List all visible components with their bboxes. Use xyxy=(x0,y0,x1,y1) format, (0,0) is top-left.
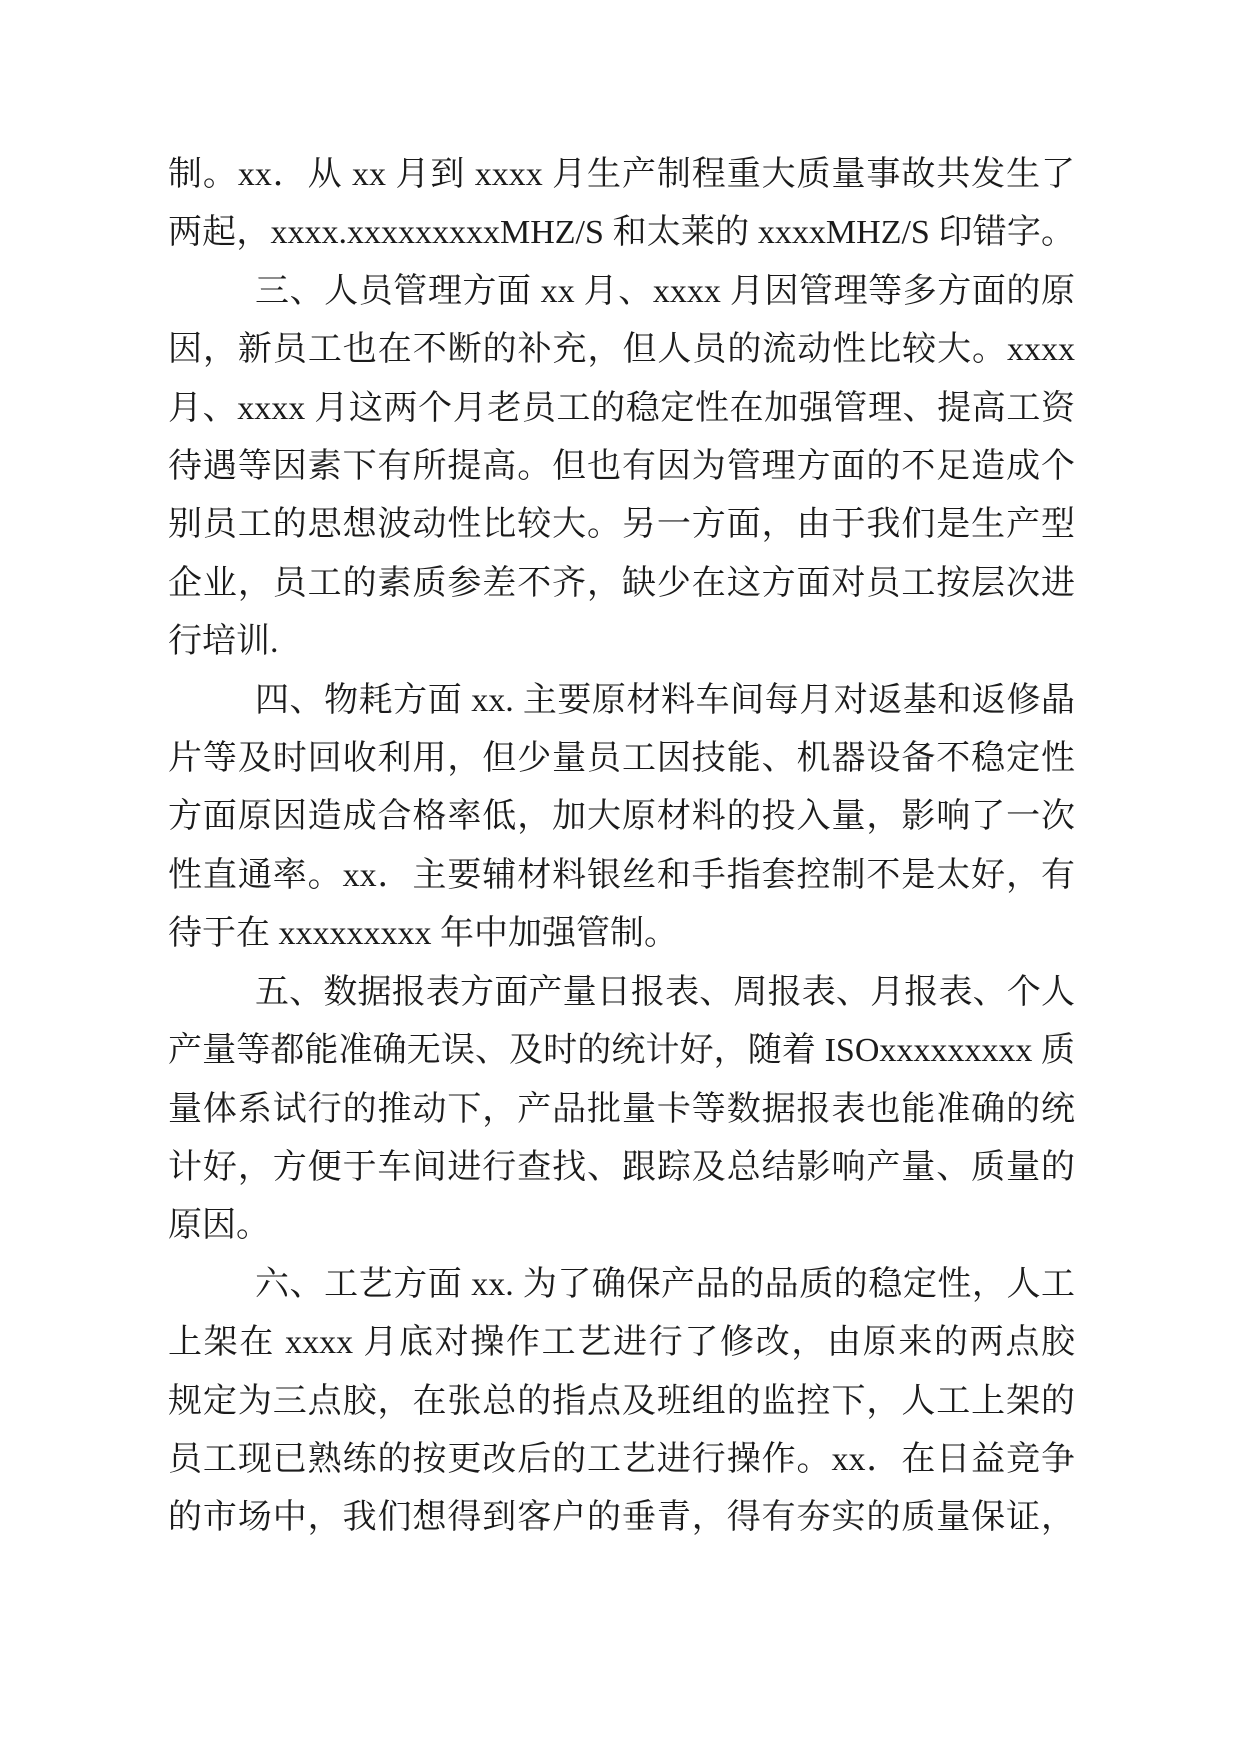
text-line: 五、数据报表方面产量日报表、周报表、月报表、个人 xyxy=(255,973,1075,1011)
text-line: 两起，xxxx.xxxxxxxxxMHZ/S 和太莱的 xxxxMHZ/S 印错字。 xyxy=(168,214,1075,252)
text-line: 行培训. xyxy=(168,623,279,661)
text-line: 计好，方便于车间进行查找、跟踪及总结影响产量、质量的 xyxy=(168,1148,1075,1186)
text-line: 四、物耗方面 xx. 主要原材料车间每月对返基和返修晶 xyxy=(255,681,1075,719)
paragraph xyxy=(168,146,1075,263)
text-line: 三、人员管理方面 xx 月、xxxx 月因管理等多方面的原 xyxy=(255,272,1075,310)
paragraph xyxy=(168,263,1075,672)
text-line: 别员工的思想波动性比较大。另一方面，由于我们是生产型 xyxy=(168,506,1075,544)
text-line: 片等及时回收利用，但少量员工因技能、机器设备不稳定性 xyxy=(168,740,1075,778)
text-line: 规定为三点胶，在张总的指点及班组的监控下，人工上架的 xyxy=(168,1382,1075,1420)
text-line: 上架在 xxxx 月底对操作工艺进行了修改，由原来的两点胶 xyxy=(168,1324,1075,1362)
text-line: 原因。 xyxy=(168,1207,270,1245)
text-line: 制。xx．从 xx 月到 xxxx 月生产制程重大质量事故共发生了 xyxy=(168,156,1075,193)
text-line: 月、xxxx 月这两个月老员工的稳定性在加强管理、提高工资 xyxy=(168,389,1075,427)
text-line: 产量等都能准确无误、及时的统计好，随着 ISOxxxxxxxxx 质 xyxy=(168,1032,1075,1070)
paragraph xyxy=(168,964,1075,1256)
text-line: 量体系试行的推动下，产品批量卡等数据报表也能准确的统 xyxy=(168,1090,1075,1128)
paragraph xyxy=(168,672,1075,964)
text-line: 方面原因造成合格率低，加大原材料的投入量，影响了一次 xyxy=(168,798,1075,836)
text-line: 性直通率。xx．主要辅材料银丝和手指套控制不是太好，有 xyxy=(168,856,1075,894)
text-line: 因，新员工也在不断的补充，但人员的流动性比较大。xxxx xyxy=(168,331,1075,369)
document-body xyxy=(168,146,1075,1548)
text-line: 的市场中，我们想得到客户的垂青，得有夯实的质量保证， xyxy=(168,1499,1075,1537)
text-line: 员工现已熟练的按更改后的工艺进行操作。xx．在日益竞争 xyxy=(168,1440,1075,1478)
text-line: 待于在 xxxxxxxxx 年中加强管制。 xyxy=(168,915,678,953)
text-line: 六、工艺方面 xx. 为了确保产品的品质的稳定性，人工 xyxy=(255,1265,1075,1303)
text-line: 待遇等因素下有所提高。但也有因为管理方面的不足造成个 xyxy=(168,448,1075,486)
text-line: 企业，员工的素质参差不齐，缺少在这方面对员工按层次进 xyxy=(168,564,1075,602)
paragraph xyxy=(168,1256,1075,1548)
